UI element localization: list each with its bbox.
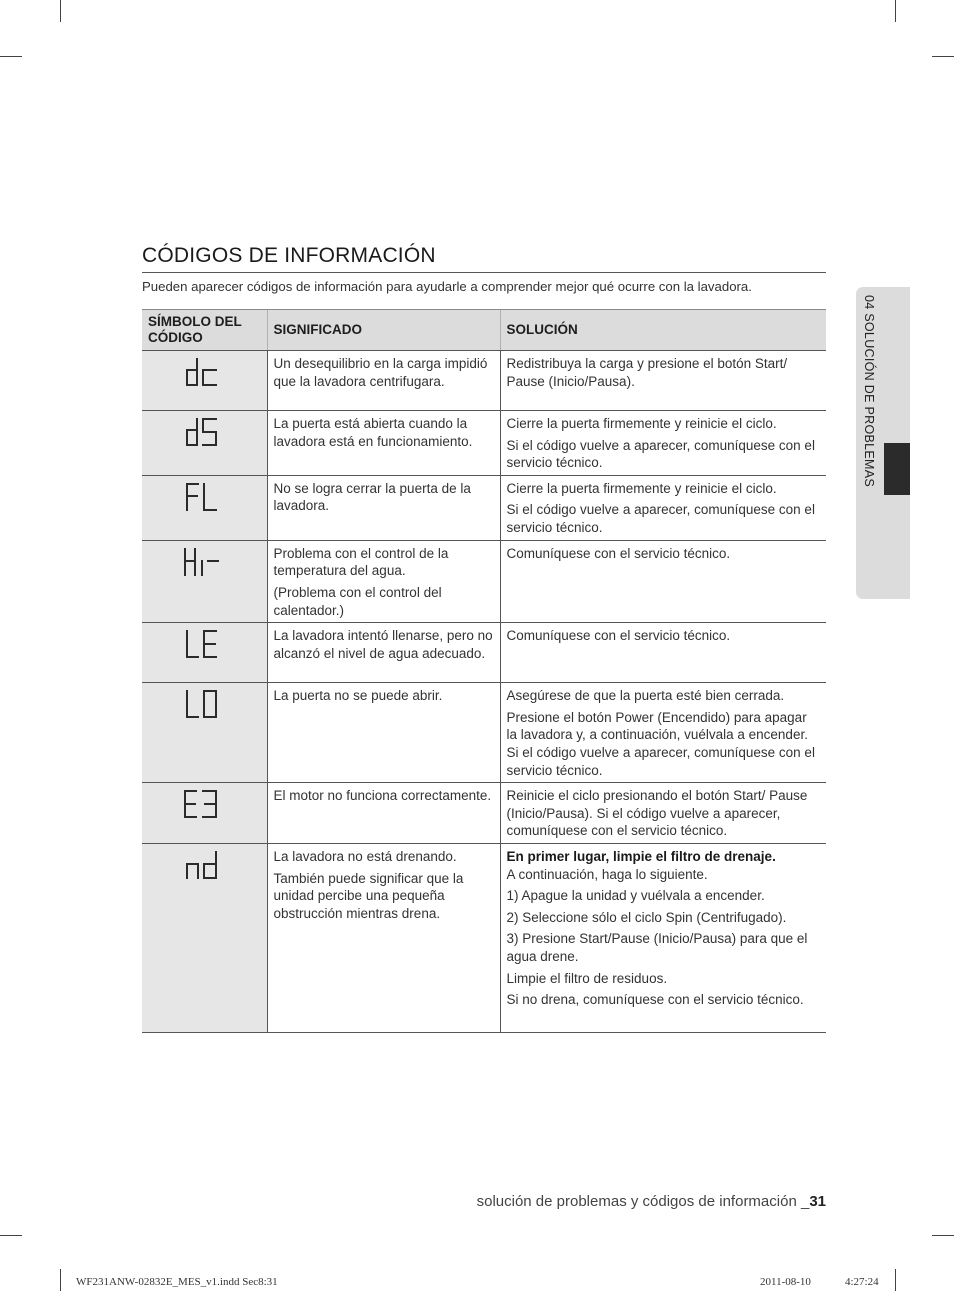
meaning-text: Problema con el control de la temperatura del agua.: [273, 545, 449, 579]
solution-text: Limpie el filtro de residuos.: [506, 970, 668, 986]
print-slug-file: WF231ANW-02832E_MES_v1.indd Sec8:31: [76, 1276, 278, 1288]
table-header-row: [142, 310, 826, 351]
meaning-text: También puede significar que la unidad percibe una pequeña obstrucción mientras drena.: [273, 870, 464, 921]
code-symbol-cell: [142, 623, 267, 683]
meaning-cell: [267, 475, 500, 540]
solution-text: Si el código vuelve a aparecer, comuníquese con el servicio técnico.: [506, 437, 815, 471]
solution-text: Redistribuya la carga y presione el botón Start/ Pause (Inicio/Pausa).: [506, 356, 788, 389]
crop-mark: [932, 56, 954, 57]
meaning-cell: [267, 623, 500, 683]
code-symbol-cell: [142, 683, 267, 783]
meaning-cell: [267, 540, 500, 622]
code-dc-icon: [185, 357, 219, 387]
code-e3-icon: [183, 789, 221, 819]
code-hi-icon: [183, 547, 221, 577]
section-tab-marker: [884, 443, 910, 495]
meaning-text: Un desequilibrio en la carga impidió que la lavadora centrifugara.: [273, 356, 488, 389]
code-symbol-cell: [142, 843, 267, 1032]
solution-text: Asegúrese de que la puerta esté bien cerrada.: [506, 688, 785, 704]
solution-text: Comuníquese con el servicio técnico.: [506, 545, 731, 561]
solution-cell: [500, 783, 826, 844]
solution-cell: [500, 623, 826, 683]
solution-text: Cierre la puerta firmemente y reinicie el ciclo.: [506, 480, 777, 496]
page-number: 31: [809, 1193, 826, 1210]
print-slug-date: 2011-08-10: [760, 1276, 811, 1288]
solution-cell: [500, 475, 826, 540]
solution-cell: [500, 411, 826, 476]
meaning-cell: [267, 843, 500, 1032]
header-meaning: SIGNIFICADO: [267, 310, 500, 351]
code-le-icon: [185, 629, 219, 659]
meaning-cell: [267, 683, 500, 783]
code-symbol-cell: [142, 351, 267, 411]
solution-text: Si el código vuelve a aparecer, comuníquese con el servicio técnico.: [506, 502, 815, 535]
page-title: CÓDIGOS DE INFORMACIÓN: [142, 244, 826, 273]
meaning-text: La puerta está abierta cuando la lavadora está en funcionamiento.: [273, 416, 473, 449]
solution-text: A continuación, haga lo siguiente.: [506, 866, 708, 882]
footer-text: solución de problemas y códigos de información _: [476, 1193, 810, 1210]
solution-text: 1) Apague la unidad y vuélvala a encender.: [506, 888, 765, 904]
solution-text: Reinicie el ciclo presionando el botón Start/ Pause (Inicio/Pausa). Si el código vuelve a aparecer, comuníquese con el servicio técnico.: [506, 788, 808, 839]
code-symbol-cell: [142, 475, 267, 540]
crop-mark: [0, 56, 22, 57]
solution-text: 2) Seleccione sólo el ciclo Spin (Centrifugado).: [506, 909, 787, 925]
solution-text: Presione el botón Power (Encendido) para apagar la lavadora y, a continuación, vuélvala a encender. Si el código vuelve a aparecer, comuníquese con el servicio técnico.: [506, 709, 815, 778]
crop-mark: [932, 1235, 954, 1236]
meaning-text: La lavadora intentó llenarse, pero no alcanzó el nivel de agua adecuado.: [273, 628, 493, 661]
solution-text: Comuníquese con el servicio técnico.: [506, 628, 731, 644]
crop-mark: [60, 1269, 61, 1291]
table-row: [142, 540, 826, 622]
solution-cell: [500, 351, 826, 411]
solution-cell: [500, 843, 826, 1032]
side-tab-label: 04 SOLUCIÓN DE PROBLEMAS: [862, 295, 876, 487]
solution-lead-text: En primer lugar, limpie el filtro de drenaje.: [506, 848, 776, 864]
table-row: [142, 411, 826, 476]
header-solution: SOLUCIÓN: [500, 310, 826, 351]
table-row: [142, 475, 826, 540]
code-fl-icon: [185, 482, 219, 512]
table-row: [142, 783, 826, 844]
meaning-text: No se logra cerrar la puerta de la lavadora.: [273, 480, 471, 514]
table-row: [142, 351, 826, 411]
meaning-cell: [267, 783, 500, 844]
table-row: [142, 683, 826, 783]
header-symbol: SÍMBOLO DEL CÓDIGO: [142, 310, 267, 351]
meaning-cell: [267, 351, 500, 411]
solution-text: Si no drena, comuníquese con el servicio técnico.: [506, 992, 804, 1008]
crop-mark: [895, 1269, 896, 1291]
code-ds-icon: [185, 417, 219, 447]
info-codes-table: [142, 309, 826, 1033]
code-symbol-cell: [142, 540, 267, 622]
crop-mark: [895, 0, 896, 22]
solution-cell: [500, 683, 826, 783]
meaning-text: (Problema con el control del calentador.): [273, 584, 442, 618]
meaning-cell: [267, 411, 500, 476]
code-nd-icon: [185, 850, 219, 880]
crop-mark: [60, 0, 61, 22]
code-lo-icon: [185, 689, 219, 719]
meaning-text: El motor no funciona correctamente.: [273, 788, 492, 804]
meaning-text: La puerta no se puede abrir.: [273, 688, 443, 704]
solution-cell: [500, 540, 826, 622]
print-slug-time: 4:27:24: [845, 1276, 879, 1288]
code-symbol-cell: [142, 783, 267, 844]
meaning-text: La lavadora no está drenando.: [273, 848, 457, 864]
table-row: [142, 843, 826, 1032]
intro-text: Pueden aparecer códigos de información para ayudarle a comprender mejor qué ocurre con la lavadora.: [142, 279, 752, 294]
code-symbol-cell: [142, 411, 267, 476]
crop-mark: [0, 1235, 22, 1236]
table-row: [142, 623, 826, 683]
solution-text: Cierre la puerta firmemente y reinicie el ciclo.: [506, 416, 777, 431]
solution-text: 3) Presione Start/Pause (Inicio/Pausa) para que el agua drene.: [506, 931, 808, 964]
page-footer: [477, 1193, 826, 1210]
